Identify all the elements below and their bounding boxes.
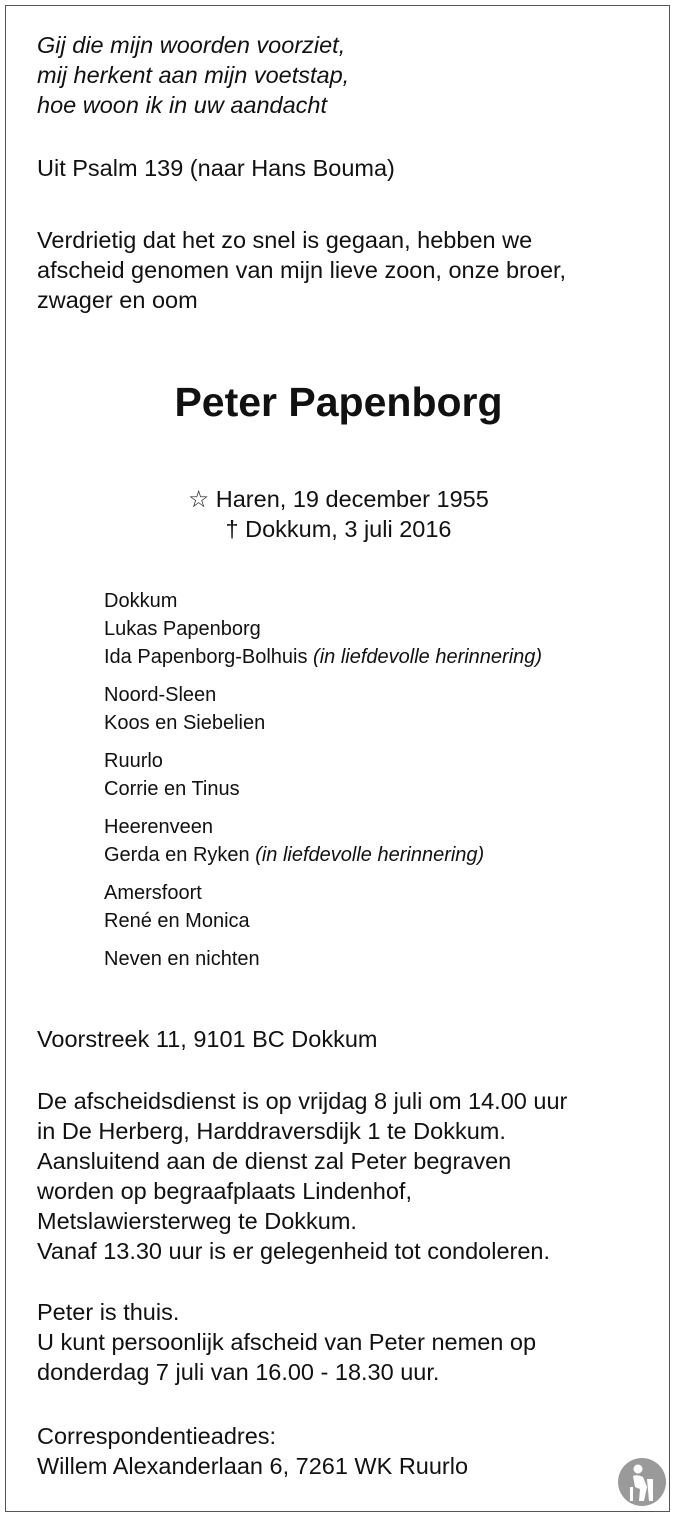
family-group xyxy=(104,879,664,935)
family-group xyxy=(104,747,664,803)
home-address: Voorstreek 11, 9101 BC Dokkum xyxy=(37,1026,378,1052)
family-member: Ida Papenborg-Bolhuis (in liefdevolle herinnering) xyxy=(104,646,543,668)
intro-text xyxy=(37,225,647,315)
family-group xyxy=(104,587,664,671)
family-member: Lukas Papenborg xyxy=(104,618,261,640)
poem-line: Gij die mijn woorden voorziet, xyxy=(37,32,346,58)
family-member: René en Monica xyxy=(104,910,250,932)
visitation-details xyxy=(37,1297,647,1387)
service-line: in De Herberg, Harddraversdijk 1 te Dokkum. xyxy=(37,1118,506,1144)
family-group xyxy=(104,813,664,869)
family-member: Gerda en Ryken (in liefdevolle herinnering) xyxy=(104,844,485,866)
psalm-reference: Uit Psalm 139 (naar Hans Bouma) xyxy=(37,155,395,181)
service-line: Aansluitend aan de dienst zal Peter begraven xyxy=(37,1148,512,1174)
visit-line: U kunt persoonlijk afscheid van Peter nemen op xyxy=(37,1329,537,1355)
poem-line: mij herkent aan mijn voetstap, xyxy=(37,62,350,88)
service-line: worden op begraafplaats Lindenhof, xyxy=(37,1178,412,1204)
life-dates xyxy=(0,484,677,544)
correspondence-line: Willem Alexanderlaan 6, 7261 WK Ruurlo xyxy=(37,1453,469,1479)
intro-line: Verdrietig dat het zo snel is gegaan, hebben we xyxy=(37,227,533,253)
service-line: Metslawiersterweg te Dokkum. xyxy=(37,1208,357,1234)
family-member: Corrie en Tinus xyxy=(104,778,240,800)
correspondence-label: Correspondentieadres: xyxy=(37,1423,277,1449)
birth-date: ☆ Haren, 19 december 1955 xyxy=(188,486,489,512)
service-line: De afscheidsdienst is op vrijdag 8 juli om 14.00 uur xyxy=(37,1088,568,1114)
memorial-note: (in liefdevolle herinnering) xyxy=(255,844,485,866)
family-member: Koos en Siebelien xyxy=(104,712,266,734)
visit-line: Peter is thuis. xyxy=(37,1299,180,1325)
family-group xyxy=(104,681,664,737)
intro-line: afscheid genomen van mijn lieve zoon, onze broer, xyxy=(37,257,567,283)
family-place: Neven en nichten xyxy=(104,948,260,970)
deceased-name: Peter Papenborg xyxy=(174,379,503,425)
family-place: Ruurlo xyxy=(104,750,163,772)
family-place: Heerenveen xyxy=(104,816,213,838)
service-details xyxy=(37,1086,647,1266)
correspondence-address xyxy=(37,1421,647,1481)
family-place: Dokkum xyxy=(104,590,178,612)
family-place: Amersfoort xyxy=(104,882,202,904)
memorial-note: (in liefdevolle herinnering) xyxy=(313,646,543,668)
poem xyxy=(37,30,647,120)
service-line: Vanaf 13.30 uur is er gelegenheid tot condoleren. xyxy=(37,1238,551,1264)
death-date: † Dokkum, 3 juli 2016 xyxy=(225,516,452,542)
family-group xyxy=(104,945,664,973)
family-place: Noord-Sleen xyxy=(104,684,217,706)
memorial-figure-icon xyxy=(617,1457,667,1507)
visit-line: donderdag 7 juli van 16.00 - 18.30 uur. xyxy=(37,1359,440,1385)
intro-line: zwager en oom xyxy=(37,287,198,313)
poem-line: hoe woon ik in uw aandacht xyxy=(37,92,328,118)
family-list xyxy=(104,587,664,983)
